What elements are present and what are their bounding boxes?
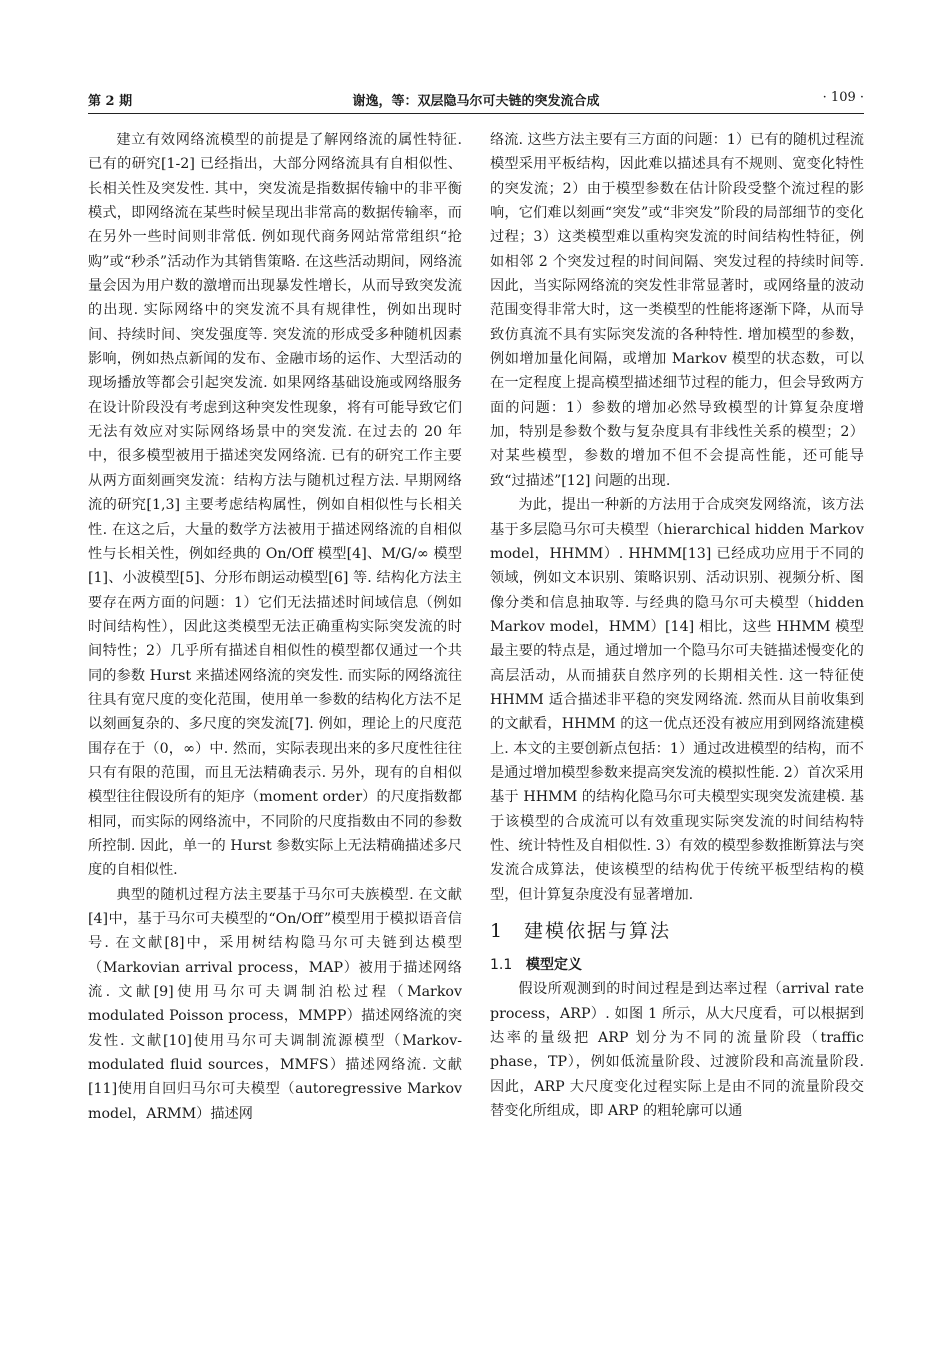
section-heading <box>490 917 864 945</box>
paragraph-stochastic-methods: 典型的随机过程方法主要基于马尔可夫族模型. 在文献[4]中，基于马尔可夫模型的“On/Off”模型用于模拟语音信号. 在文献[8]中，采用树结构隐马尔可夫链到达模型（Markovian arrival process，MAP）被用于描述网络流. 文献[9]使用马尔可夫调制泊松过程（Markov modulated Poisson process，MMPP）描述网络流的突发性. 文献[10]使用马尔可夫调制流源模型（Markov-modulated fluid sources，MMFS）描述网络流. 文献[11]使用自回归马尔可夫模型（autoregressive Markov model，ARMM）描述网 <box>88 886 462 1122</box>
subsection-number: 1.1 <box>490 957 513 973</box>
header-rule <box>88 113 864 114</box>
paragraph-model-definition: 假设所观测到的时间过程是到达率过程（arrival rate process，ARP）. 如图 1 所示，从大尺度看，可以根据到达率的量级把 ARP 划分为不同的流量阶段（traffic phase，TP），例如低流量阶段、过渡阶段和高流量阶段. 因此，ARP 大尺度变化过程实际上是由不同的流量阶段交替变化所组成，即 ARP 的粗轮廓可以通 <box>490 981 864 1120</box>
issue-number: 第 2 期 <box>88 94 133 109</box>
paragraph-stochastic-continued: 络流. 这些方法主要有三方面的问题：1）已有的随机过程流模型采用平板结构，因此难以描述具有不规则、宽变化特性的突发流；2）由于模型参数在估计阶段受整个流过程的影响，它们难以刻画“突发”或“非突发”阶段的局部细节的变化过程；3）这类模型难以重构突发流的时间结构性特征，例如相邻 2 个突发过程的时间间隔、突发过程的持续时间等. 因此，当实际网络流的突发性非常显著时，或网络量的波动范围变得非常大时，这一类模型的性能将逐渐下降，从而导致仿真流不具有实际突发流的各种特性. 增加模型的参数，例如增加量化间隔，或增加 Markov 模型的状态数，可以在一定程度上提高模型描述细节过程的能力，但会导致两方面的问题：1）参数的增加必然导致模型的计算复杂度增加，特别是参数个数与复杂度具有非线性关系的模型；2）对某些模型，参数的增加不但不会提高性能，还可能导致“过描述”[12] 问题的出现. <box>490 132 864 489</box>
section-title: 建模依据与算法 <box>524 920 672 942</box>
left-column <box>88 128 462 1126</box>
running-title: 谢逸，等：双层隐马尔可夫链的突发流合成 <box>352 94 600 109</box>
page-number: · 109 · <box>822 90 864 105</box>
paragraph-intro: 建立有效网络流模型的前提是了解网络流的属性特征. 已有的研究[1-2] 已经指出，大部分网络流具有自相似性、长相关性及突发性. 其中，突发流是指数据传输中的非平衡模式，即网络流在某些时候呈现出非常高的数据传输率，而在另外一些时间则非常低. 例如现代商务网站常常组织“抢购”或“秒杀”活动作为其销售策略. 在这些活动期间，网络流量会因为用户数的激增而出现暴发性增长，从而导致突发流的出现. 实际网络中的突发流不具有规律性，例如出现时间、持续时间、突发强度等. 突发流的形成受多种随机因素影响，例如热点新闻的发布、金融市场的运作、大型活动的现场播放等都会引起突发流. 如果网络基础设施或网络服务在设计阶段没有考虑到这种突发性现象，将有可能导致它们无法有效应对实际网络场景中的突发流. 在过去的 20 年中，很多模型被用于描述突发网络流. 已有的研究工作主要从两方面刻画突发流：结构方法与随机过程方法. 早期网络流的研究[1,3] 主要考虑结构属性，例如自相似性与长相关性. 在这之后，大量的数学方法被用于描述网络流的自相似性与长相关性，例如经典的 On/Off 模型[4]、M/G/∞ 模型[1]、小波模型[5]、分形布朗运动模型[6] 等. 结构化方法主要存在两方面的问题：1）它们无法描述时间域信息（例如时间结构性），因此这类模型无法正确重构实际突发流的时间特性；2）几乎所有描述自相似性的模型都仅通过一个共同的参数 Hurst 来描述网络流的突发性. 而实际的网络流往往具有宽尺度的变化范围，使用单一参数的结构化方法不足以刻画复杂的、多尺度的突发流[7]. 例如，理论上的尺度范围存在于（0，∞）中. 然而，实际表现出来的多尺度性往往只有有限的范围，而且无法精确表示. 另外，现有的自相似模型往往假设所有的矩序（moment order）的尺度指数都相同，而实际的网络流中，不同阶的尺度指数由不同的参数所控制. 因此，单一的 Hurst 参数实际上无法精确描述多尺度的自相似性. <box>88 132 462 879</box>
paragraph-proposed-method: 为此，提出一种新的方法用于合成突发网络流，该方法基于多层隐马尔可夫模型（hierarchical hidden Markov model，HHMM）. HHMM[13] 已经成功应用于不同的领域，例如文本识别、策略识别、活动识别、视频分析、图像分类和信息抽取等. 与经典的隐马尔可夫模型（hidden Markov model，HMM）[14] 相比，这些 HHMM 模型最主要的特点是，通过增加一个隐马尔可夫链描述慢变化的高层活动，从而捕获自然序列的长期相关性. 这一特征使 HHMM 适合描述非平稳的突发网络流. 然而从目前收集到的文献看，HHMM 的这一优点还没有被应用到网络流建模上. 本文的主要创新点包括：1）通过改进模型的结构，而不是通过增加模型参数来提高突发流的模拟性能. 2）首次采用基于 HHMM 的结构化隐马尔可夫模型实现突发流建模. 基于该模型的合成流可以有效重现实际突发流的时间结构特性、统计特性及自相似性. 3）有效的模型参数推断算法与突发流合成算法，使该模型的结构优于传统平板型结构的模型，但计算复杂度没有显著增加. <box>490 497 864 903</box>
right-column <box>490 128 864 1123</box>
subsection-heading <box>490 953 864 977</box>
running-header <box>88 90 864 112</box>
subsection-title: 模型定义 <box>526 957 582 973</box>
section-number: 1 <box>490 920 505 942</box>
